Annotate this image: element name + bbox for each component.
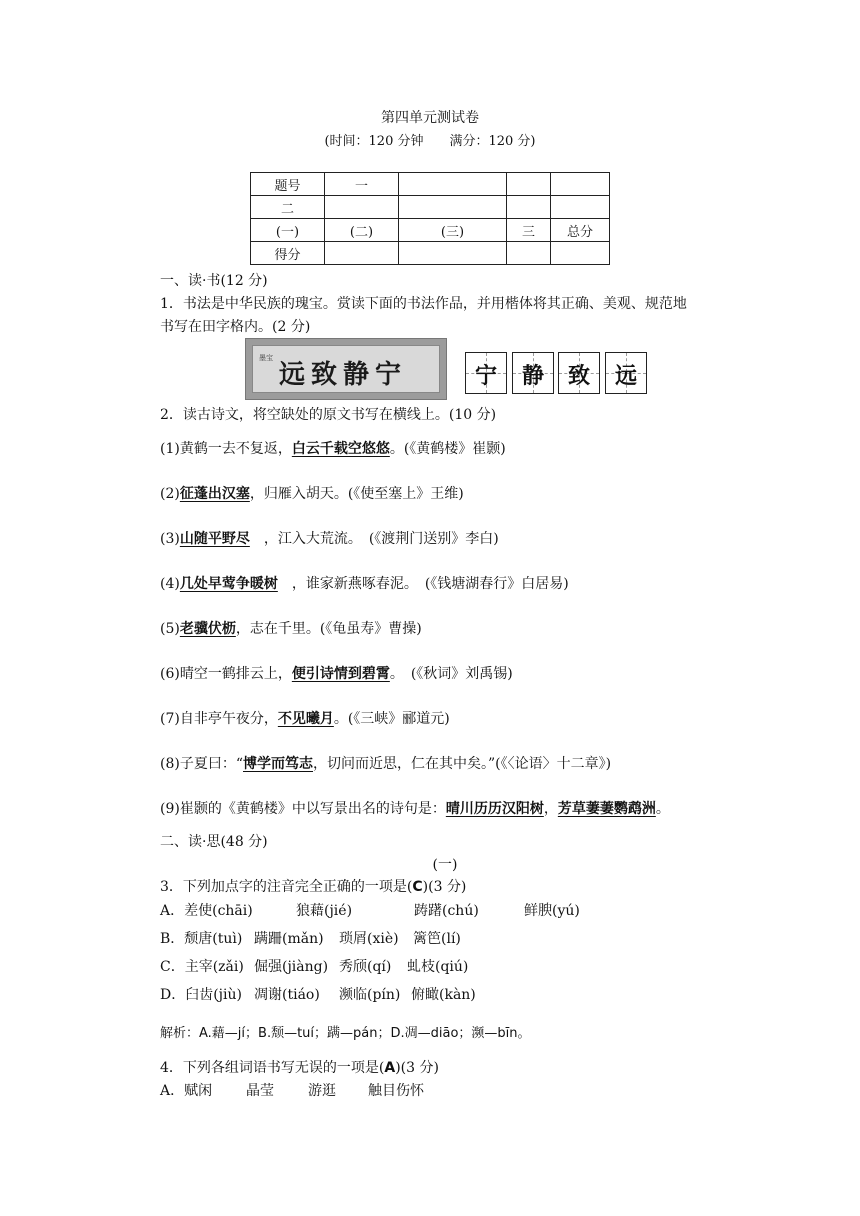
option-text: 琐屑(xiè) bbox=[339, 931, 399, 947]
item-text: (4) bbox=[160, 576, 180, 592]
grid-char: 致 bbox=[567, 364, 590, 389]
answer-text: 不见曦月 bbox=[277, 711, 334, 727]
table-cell bbox=[399, 242, 507, 265]
option-text: 晶莹 bbox=[246, 1083, 274, 1099]
option-text: C．主宰(zǎi) bbox=[160, 959, 244, 975]
table-cell: 得分 bbox=[251, 242, 325, 265]
question-text: 书写在田字格内。(2 分) bbox=[160, 319, 311, 335]
table-cell bbox=[507, 173, 551, 196]
option-row bbox=[160, 956, 468, 976]
answer-text: 博学而笃志 bbox=[243, 756, 313, 772]
poem-item bbox=[160, 708, 450, 728]
table-cell: (二) bbox=[325, 219, 399, 242]
calligraphy-scroll bbox=[252, 345, 440, 393]
option-text: 蹒跚(mǎn) bbox=[254, 931, 324, 947]
item-text: 。 bbox=[655, 801, 670, 817]
tianzige-cell bbox=[465, 352, 507, 394]
table-row bbox=[251, 173, 610, 196]
item-text: ，江入大荒流。 (《渡荆门送别》李白) bbox=[249, 531, 499, 547]
option-row bbox=[160, 900, 580, 920]
option-text: D．臼齿(jiù) bbox=[160, 987, 242, 1003]
answer-text: A bbox=[384, 1060, 396, 1076]
page-subtitle: (时间：120 分钟 满分：120 分) bbox=[324, 134, 536, 149]
item-text: 。(《三峡》郦道元) bbox=[333, 711, 450, 727]
item-text: (2) bbox=[160, 486, 180, 502]
item-text: (3) bbox=[160, 531, 180, 547]
sub-heading: (一) bbox=[432, 857, 458, 873]
tianzige-cell bbox=[558, 352, 600, 394]
poem-item bbox=[160, 528, 499, 548]
score-table bbox=[250, 172, 610, 265]
table-row bbox=[251, 242, 610, 265]
tianzige-cell bbox=[605, 352, 647, 394]
option-text: 凋谢(tiáo) bbox=[254, 987, 320, 1003]
table-cell bbox=[325, 242, 399, 265]
grid-char: 远 bbox=[614, 364, 637, 389]
item-text: (5) bbox=[160, 621, 180, 637]
option-text: 篱笆(lí) bbox=[413, 931, 461, 947]
answer-text: C bbox=[412, 879, 423, 895]
poem-item bbox=[160, 753, 611, 773]
option-text: 踌躇(chú) bbox=[414, 903, 479, 919]
grid-char: 宁 bbox=[474, 364, 497, 389]
option-row bbox=[160, 1080, 424, 1100]
poem-item bbox=[160, 663, 513, 683]
poem-item bbox=[160, 573, 569, 593]
item-text: )(3 分) bbox=[395, 1060, 439, 1076]
section-heading: 一、读·书(12 分) bbox=[160, 273, 268, 289]
item-text: (7)自非亭午夜分， bbox=[160, 711, 278, 727]
option-text: B．颓唐(tuì) bbox=[160, 931, 243, 947]
option-text: 俯瞰(kàn) bbox=[411, 987, 476, 1003]
item-text: ，志在千里。(《龟虽寿》曹操) bbox=[235, 621, 422, 637]
item-text: (6)晴空一鹤排云上， bbox=[160, 666, 292, 682]
table-cell bbox=[551, 196, 610, 219]
item-text: 3．下列加点字的注音完全正确的一项是( bbox=[160, 879, 413, 895]
answer-text: 征蓬出汉塞 bbox=[179, 486, 250, 502]
table-row bbox=[251, 196, 610, 219]
answer-text: 几处早莺争暖树 bbox=[179, 576, 278, 592]
question-text: 1．书法是中华民族的瑰宝。赏读下面的书法作品，并用楷体将其正确、美观、规范地 bbox=[160, 296, 687, 312]
item-text: ， bbox=[543, 801, 558, 817]
table-row bbox=[251, 219, 610, 242]
table-cell bbox=[551, 173, 610, 196]
calligraphy-characters: 远致静宁 bbox=[279, 360, 408, 390]
item-text: (1)黄鹤一去不复返， bbox=[160, 441, 292, 457]
item-text: )(3 分) bbox=[422, 879, 467, 895]
answer-text: 芳草萋萋鹦鹉洲 bbox=[557, 801, 656, 817]
item-text: ，谁家新燕啄春泥。 (《钱塘湖春行》白居易) bbox=[277, 576, 569, 592]
answer-text: 晴川历历汉阳树 bbox=[445, 801, 544, 817]
poem-item bbox=[160, 483, 464, 503]
item-text: 。(《黄鹤楼》崔颢) bbox=[389, 441, 506, 457]
answer-text: 山随平野尽 bbox=[179, 531, 250, 547]
option-row bbox=[160, 928, 461, 948]
table-cell: 二 bbox=[251, 196, 325, 219]
item-text: 。 (《秋词》刘禹锡) bbox=[389, 666, 513, 682]
item-text: ，切问而近思，仁在其中矣。”(《〈论语〉十二章》) bbox=[313, 756, 612, 772]
table-cell: 题号 bbox=[251, 173, 325, 196]
table-cell bbox=[325, 196, 399, 219]
grid-char: 静 bbox=[521, 364, 544, 389]
table-cell: 总分 bbox=[551, 219, 610, 242]
table-cell: 三 bbox=[507, 219, 551, 242]
table-cell bbox=[507, 242, 551, 265]
option-text: 触目伤怀 bbox=[368, 1083, 424, 1099]
answer-text: 老骥伏枥 bbox=[179, 621, 236, 637]
item-text: 4．下列各组词语书写无误的一项是( bbox=[160, 1060, 385, 1076]
option-text: 倔强(jiàng) bbox=[254, 959, 329, 975]
option-text: 游逛 bbox=[308, 1083, 336, 1099]
option-text: A．差使(chāi) bbox=[160, 903, 253, 919]
question-text bbox=[160, 876, 466, 896]
poem-item bbox=[160, 798, 670, 818]
poem-item bbox=[160, 618, 422, 638]
section-heading: 二、读·思(48 分) bbox=[160, 834, 268, 850]
analysis-text: 解析：A.藉—jí；B.颓—tuí；蹒—pán；D.凋—diāo；濒—bīn。 bbox=[160, 1026, 531, 1041]
calligraphy-image bbox=[245, 338, 447, 400]
option-text: 濒临(pín) bbox=[339, 987, 401, 1003]
poem-item bbox=[160, 438, 506, 458]
table-cell bbox=[399, 196, 507, 219]
table-cell bbox=[399, 173, 507, 196]
option-text: 秀颀(qí) bbox=[339, 959, 392, 975]
page-title: 第四单元测试卷 bbox=[381, 110, 479, 126]
option-row bbox=[160, 984, 476, 1004]
item-text: (8)子夏曰：“ bbox=[160, 756, 243, 772]
table-cell: (三) bbox=[399, 219, 507, 242]
table-cell bbox=[551, 242, 610, 265]
option-text: 狼藉(jié) bbox=[296, 903, 353, 919]
item-text: (9)崔颢的《黄鹤楼》中以写景出名的诗句是： bbox=[160, 801, 446, 817]
question-text bbox=[160, 1057, 439, 1077]
question-text: 2．读古诗文，将空缺处的原文书写在横线上。(10 分) bbox=[160, 407, 497, 423]
table-cell bbox=[507, 196, 551, 219]
answer-text: 便引诗情到碧霄 bbox=[291, 666, 390, 682]
answer-text: 白云千载空悠悠 bbox=[291, 441, 390, 457]
option-text: 虬枝(qiú) bbox=[407, 959, 469, 975]
table-cell: 一 bbox=[325, 173, 399, 196]
option-text: A．赋闲 bbox=[160, 1083, 213, 1099]
option-text: 鲜腴(yú) bbox=[524, 903, 580, 919]
calligraphy-inscription: 墨宝 bbox=[259, 354, 273, 362]
tianzige-cell bbox=[512, 352, 554, 394]
item-text: ，归雁入胡天。(《使至塞上》王维) bbox=[249, 486, 464, 502]
table-cell: (一) bbox=[251, 219, 325, 242]
